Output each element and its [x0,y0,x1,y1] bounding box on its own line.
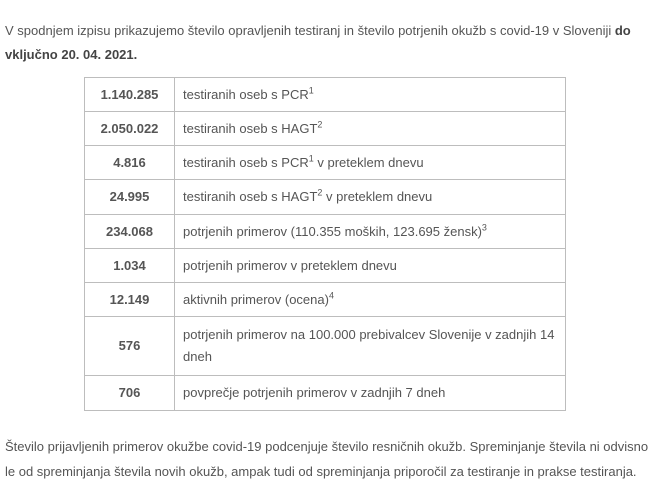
stat-label [175,215,566,249]
disclaimer-paragraph: Število prijavljenih primerov okužbe covid-19 podcenjuje število resničnih okužb. Spreminjanje števila ni odvisno le od spreminjanja števila novih okužb, ampak tudi od spreminjanja priporočil za testiranje in prakse testiranja. [5,439,649,479]
footnote-ref: 1 [308,85,314,96]
stat-label [175,376,566,411]
stat-label-text: potrjenih primerov v preteklem dnevu [183,257,397,273]
stat-value: 4.816 [85,146,175,180]
stat-label-text: testiranih oseb s HAGT [183,120,318,136]
stat-label-text: testiranih oseb s PCR [183,86,309,102]
stat-label-suffix: v preteklem dnevu [313,154,424,170]
intro-text: V spodnjem izpisu prikazujemo število opravljenih testiranj in število potrjenih okužb s covid-19 v Sloveniji [5,23,615,38]
stat-label [175,112,566,146]
stat-value: 1.140.285 [85,78,175,112]
stat-label-text: testiranih oseb s HAGT [183,189,318,204]
table-row [85,78,566,112]
table-row [85,249,566,283]
table-row [85,317,566,376]
stat-label [175,180,566,215]
stat-label [175,146,566,180]
stat-value: 12.149 [85,283,175,317]
stat-value: 706 [85,376,175,411]
stat-label [175,249,566,283]
intro-paragraph [5,19,655,67]
stat-label [175,78,566,112]
stat-label-text: povprečje potrjenih primerov v zadnjih 7 dneh [183,385,446,400]
footnote-ref: 1 [308,153,314,164]
stat-label-text: potrjenih primerov (110.355 moških, 123.695 žensk) [183,223,482,239]
intro-date: do vključno 20. 04. 2021. [5,23,631,62]
table-row [85,215,566,249]
stat-label-suffix: v preteklem dnevu [322,189,433,204]
table-row [85,376,566,411]
table-row [85,180,566,215]
stat-value: 576 [85,317,175,376]
stat-value: 1.034 [85,249,175,283]
stat-label-text: testiranih oseb s PCR [183,154,309,170]
table-row [85,283,566,317]
footnote-ref: 3 [481,222,487,233]
stat-label [175,283,566,317]
footnote-ref: 2 [317,187,323,198]
footnote-ref: 2 [317,119,323,130]
stat-value: 234.068 [85,215,175,249]
footnote-ref: 4 [328,290,334,301]
table-row [85,146,566,180]
table-row [85,112,566,146]
stat-value: 2.050.022 [85,112,175,146]
stat-label-text: potrjenih primerov na 100.000 prebivalcev Slovenije v zadnjih 14 dneh [183,327,555,364]
statistics-table [84,77,566,411]
stat-value: 24.995 [85,180,175,215]
stat-label [175,317,566,376]
stat-label-text: aktivnih primerov (ocena) [183,291,329,307]
